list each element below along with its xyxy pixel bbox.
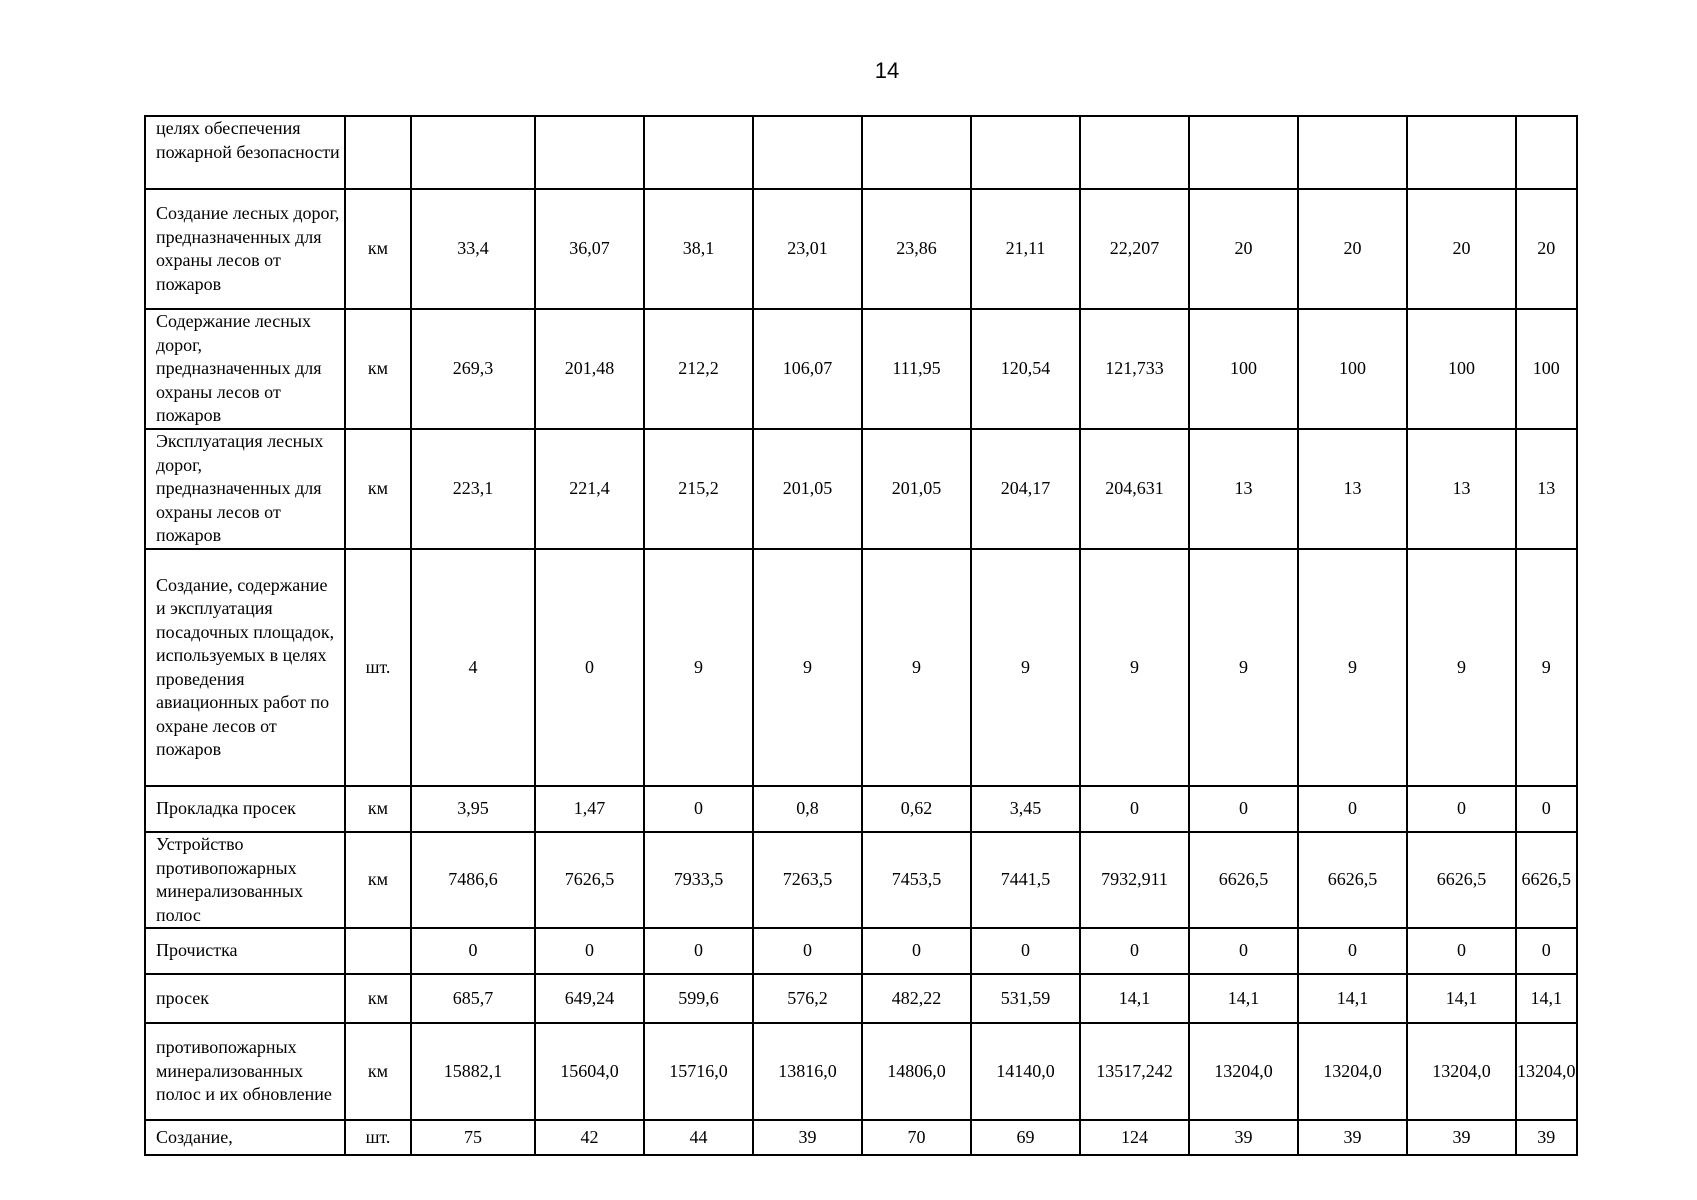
value-cell: 7441,5 — [971, 832, 1080, 928]
value-cell: 0 — [535, 549, 644, 786]
value-cell: 23,86 — [862, 189, 971, 309]
value-cell: 23,01 — [753, 189, 862, 309]
value-cell: 121,733 — [1080, 309, 1189, 429]
value-cell: 13204,0 — [1189, 1023, 1298, 1120]
value-cell — [1298, 116, 1407, 189]
value-cell: 9 — [1298, 549, 1407, 786]
value-cell: 9 — [862, 549, 971, 786]
value-cell: 13204,0 — [1516, 1023, 1577, 1120]
value-cell: 223,1 — [411, 429, 535, 549]
row-unit-cell: км — [345, 832, 411, 928]
value-cell: 39 — [1189, 1120, 1298, 1155]
table-row — [145, 189, 1577, 309]
value-cell: 13 — [1298, 429, 1407, 549]
value-cell: 20 — [1407, 189, 1516, 309]
value-cell: 1,47 — [535, 786, 644, 832]
row-unit-cell — [345, 928, 411, 974]
value-cell: 0 — [971, 928, 1080, 974]
value-cell: 44 — [644, 1120, 753, 1155]
value-cell: 6626,5 — [1407, 832, 1516, 928]
value-cell: 3,95 — [411, 786, 535, 832]
value-cell: 0,62 — [862, 786, 971, 832]
value-cell: 0 — [1189, 786, 1298, 832]
table-row — [145, 786, 1577, 832]
value-cell: 576,2 — [753, 974, 862, 1023]
value-cell: 685,7 — [411, 974, 535, 1023]
value-cell: 20 — [1516, 189, 1577, 309]
value-cell: 0 — [644, 928, 753, 974]
value-cell: 7933,5 — [644, 832, 753, 928]
value-cell: 120,54 — [971, 309, 1080, 429]
value-cell — [411, 116, 535, 189]
value-cell: 9 — [1189, 549, 1298, 786]
row-unit-cell: км — [345, 974, 411, 1023]
value-cell: 0 — [1407, 928, 1516, 974]
value-cell: 9 — [753, 549, 862, 786]
value-cell: 14,1 — [1080, 974, 1189, 1023]
row-name-cell: Прокладка просек — [145, 786, 345, 832]
value-cell: 13204,0 — [1407, 1023, 1516, 1120]
value-cell: 0 — [862, 928, 971, 974]
row-unit-cell: шт. — [345, 1120, 411, 1155]
value-cell: 7453,5 — [862, 832, 971, 928]
value-cell: 0 — [1516, 786, 1577, 832]
value-cell: 201,05 — [753, 429, 862, 549]
row-name-cell: Устройство противопожарных минерализованных полос — [145, 832, 345, 928]
row-unit-cell: км — [345, 1023, 411, 1120]
row-unit-cell: км — [345, 429, 411, 549]
value-cell: 15716,0 — [644, 1023, 753, 1120]
data-table — [144, 115, 1578, 1156]
value-cell: 20 — [1298, 189, 1407, 309]
value-cell: 39 — [1516, 1120, 1577, 1155]
value-cell: 215,2 — [644, 429, 753, 549]
value-cell: 204,17 — [971, 429, 1080, 549]
value-cell — [644, 116, 753, 189]
value-cell: 7626,5 — [535, 832, 644, 928]
value-cell — [753, 116, 862, 189]
value-cell: 531,59 — [971, 974, 1080, 1023]
value-cell — [862, 116, 971, 189]
value-cell: 0 — [753, 928, 862, 974]
table-row — [145, 1120, 1577, 1155]
row-name-cell: Прочистка — [145, 928, 345, 974]
value-cell: 9 — [971, 549, 1080, 786]
value-cell: 106,07 — [753, 309, 862, 429]
value-cell: 124 — [1080, 1120, 1189, 1155]
value-cell: 33,4 — [411, 189, 535, 309]
value-cell: 269,3 — [411, 309, 535, 429]
table-row — [145, 974, 1577, 1023]
table-row — [145, 429, 1577, 549]
value-cell: 9 — [1407, 549, 1516, 786]
value-cell: 100 — [1189, 309, 1298, 429]
value-cell: 0 — [1080, 928, 1189, 974]
value-cell: 221,4 — [535, 429, 644, 549]
value-cell: 0 — [1298, 928, 1407, 974]
value-cell: 0,8 — [753, 786, 862, 832]
value-cell: 7263,5 — [753, 832, 862, 928]
value-cell: 0 — [1189, 928, 1298, 974]
value-cell: 21,11 — [971, 189, 1080, 309]
value-cell: 20 — [1189, 189, 1298, 309]
row-name-cell: Создание, — [145, 1120, 345, 1155]
value-cell: 13204,0 — [1298, 1023, 1407, 1120]
value-cell — [1080, 116, 1189, 189]
value-cell: 649,24 — [535, 974, 644, 1023]
row-unit-cell — [345, 116, 411, 189]
value-cell: 14,1 — [1189, 974, 1298, 1023]
value-cell: 4 — [411, 549, 535, 786]
value-cell: 70 — [862, 1120, 971, 1155]
value-cell: 6626,5 — [1516, 832, 1577, 928]
table-row — [145, 832, 1577, 928]
value-cell: 15604,0 — [535, 1023, 644, 1120]
value-cell — [1407, 116, 1516, 189]
table-row — [145, 928, 1577, 974]
value-cell: 9 — [644, 549, 753, 786]
value-cell: 69 — [971, 1120, 1080, 1155]
value-cell: 0 — [1298, 786, 1407, 832]
value-cell: 9 — [1080, 549, 1189, 786]
value-cell: 482,22 — [862, 974, 971, 1023]
value-cell: 100 — [1407, 309, 1516, 429]
table-row — [145, 116, 1577, 189]
row-name-cell: Содержание лесных дорог, предназначенных для охраны лесов от пожаров — [145, 309, 345, 429]
value-cell — [971, 116, 1080, 189]
value-cell: 75 — [411, 1120, 535, 1155]
value-cell: 39 — [1407, 1120, 1516, 1155]
value-cell: 13816,0 — [753, 1023, 862, 1120]
value-cell: 0 — [535, 928, 644, 974]
value-cell: 0 — [1407, 786, 1516, 832]
value-cell: 38,1 — [644, 189, 753, 309]
table-row — [145, 549, 1577, 786]
value-cell: 13 — [1516, 429, 1577, 549]
value-cell: 0 — [411, 928, 535, 974]
value-cell: 111,95 — [862, 309, 971, 429]
row-name-cell: Эксплуатация лесных дорог, предназначенных для охраны лесов от пожаров — [145, 429, 345, 549]
value-cell: 100 — [1298, 309, 1407, 429]
row-unit-cell: км — [345, 309, 411, 429]
row-unit-cell: км — [345, 189, 411, 309]
value-cell: 0 — [1080, 786, 1189, 832]
row-unit-cell: км — [345, 786, 411, 832]
value-cell: 14,1 — [1407, 974, 1516, 1023]
row-name-cell: просек — [145, 974, 345, 1023]
value-cell: 6626,5 — [1189, 832, 1298, 928]
value-cell: 201,05 — [862, 429, 971, 549]
value-cell: 7486,6 — [411, 832, 535, 928]
value-cell: 6626,5 — [1298, 832, 1407, 928]
value-cell: 204,631 — [1080, 429, 1189, 549]
value-cell: 201,48 — [535, 309, 644, 429]
value-cell: 14,1 — [1516, 974, 1577, 1023]
value-cell: 39 — [753, 1120, 862, 1155]
value-cell: 0 — [1516, 928, 1577, 974]
row-name-cell: Создание лесных дорог, предназначенных для охраны лесов от пожаров — [145, 189, 345, 309]
value-cell: 599,6 — [644, 974, 753, 1023]
value-cell: 0 — [644, 786, 753, 832]
value-cell — [1516, 116, 1577, 189]
value-cell: 39 — [1298, 1120, 1407, 1155]
value-cell: 3,45 — [971, 786, 1080, 832]
value-cell — [1189, 116, 1298, 189]
value-cell: 15882,1 — [411, 1023, 535, 1120]
value-cell: 100 — [1516, 309, 1577, 429]
row-name-cell: противопожарных минерализованных полос и их обновление — [145, 1023, 345, 1120]
value-cell — [535, 116, 644, 189]
row-name-cell: целях обеспечения пожарной безопасности — [145, 116, 345, 189]
value-cell: 14,1 — [1298, 974, 1407, 1023]
value-cell: 13 — [1189, 429, 1298, 549]
value-cell: 7932,911 — [1080, 832, 1189, 928]
page-number: 14 — [874, 58, 900, 83]
table-row — [145, 1023, 1577, 1120]
row-unit-cell: шт. — [345, 549, 411, 786]
value-cell: 9 — [1516, 549, 1577, 786]
value-cell: 14806,0 — [862, 1023, 971, 1120]
value-cell: 22,207 — [1080, 189, 1189, 309]
value-cell: 13 — [1407, 429, 1516, 549]
value-cell: 13517,242 — [1080, 1023, 1189, 1120]
value-cell: 36,07 — [535, 189, 644, 309]
value-cell: 212,2 — [644, 309, 753, 429]
table-row — [145, 309, 1577, 429]
value-cell: 14140,0 — [971, 1023, 1080, 1120]
value-cell: 42 — [535, 1120, 644, 1155]
row-name-cell: Создание, содержание и эксплуатация посадочных площадок, используемых в целях проведения авиационных работ по охране лесов от пожаров — [145, 549, 345, 786]
